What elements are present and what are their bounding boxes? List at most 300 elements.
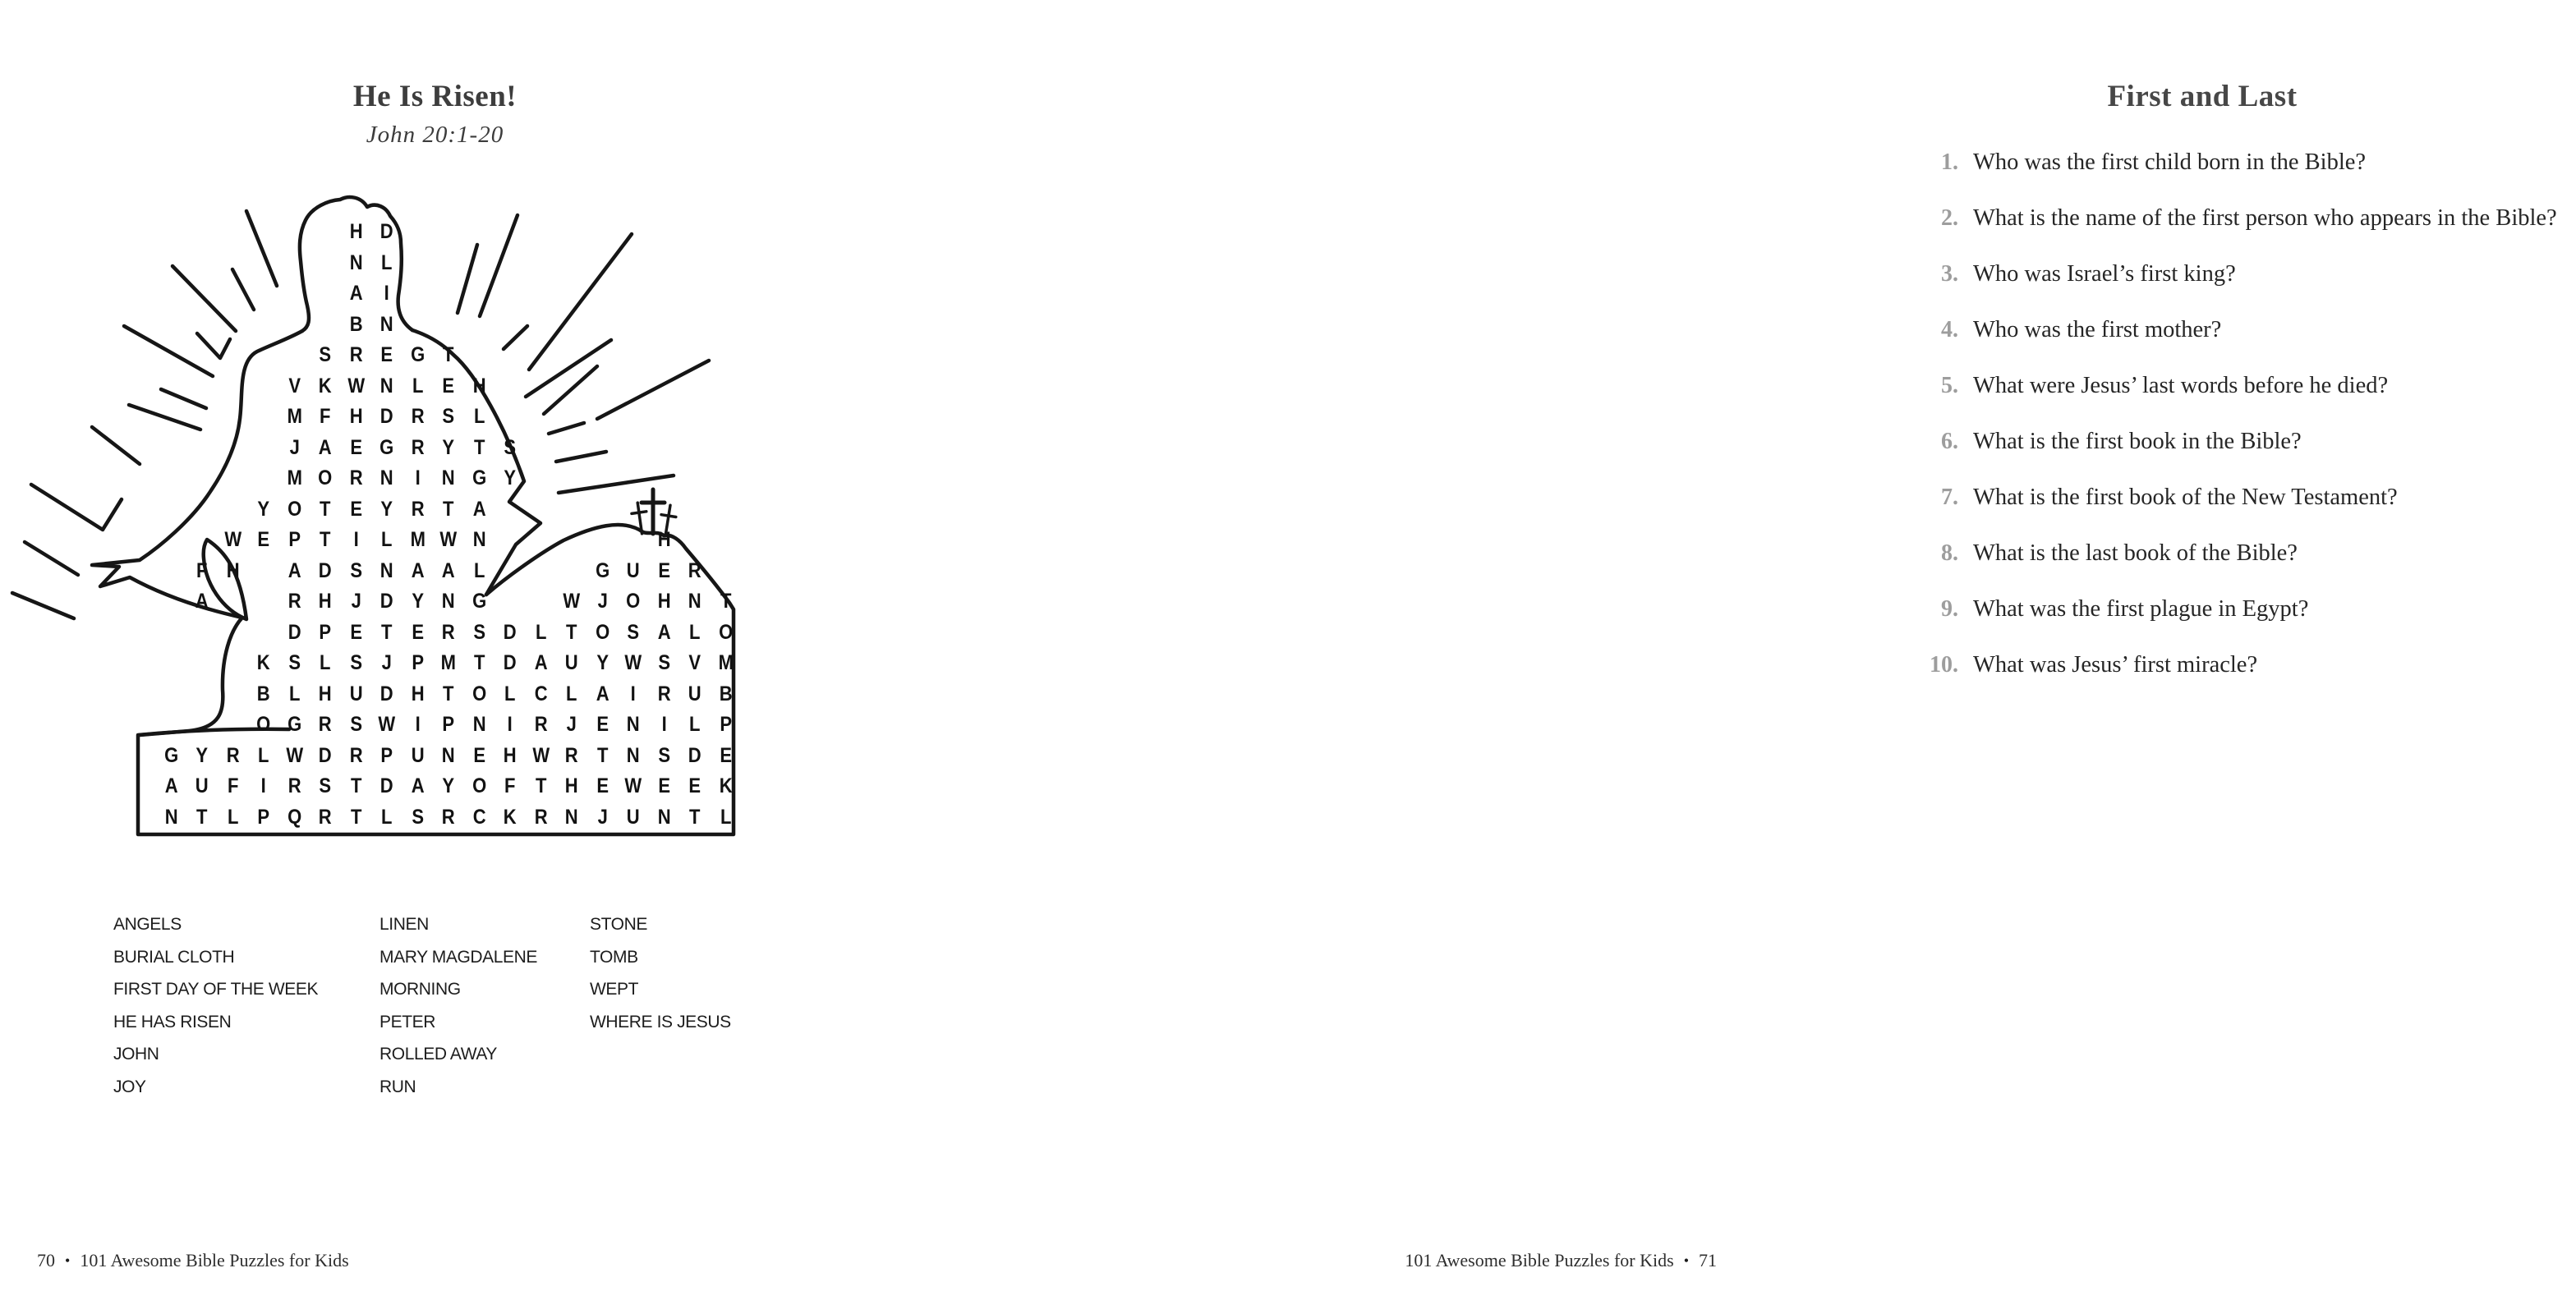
grid-cell xyxy=(435,217,462,248)
grid-cell: T xyxy=(320,497,331,521)
grid-cell xyxy=(404,278,431,310)
grid-cell xyxy=(250,463,277,494)
grid-cell: S xyxy=(657,743,670,767)
grid-cell xyxy=(496,248,523,279)
grid-cell: M xyxy=(287,405,302,428)
grid-cell xyxy=(219,433,246,464)
grid-cell xyxy=(435,248,462,279)
grid-cell: W xyxy=(347,374,365,397)
grid-cell: Q xyxy=(287,805,301,829)
grid-cell xyxy=(712,433,739,464)
grid-cell xyxy=(558,402,585,433)
grid-cell: A xyxy=(657,620,671,644)
grid-cell: B xyxy=(256,682,270,705)
grid-cell xyxy=(619,248,646,279)
grid-cell: E xyxy=(349,497,362,521)
grid-cell xyxy=(188,310,215,341)
grid-cell: H xyxy=(657,528,671,551)
grid-cell: P xyxy=(288,528,301,551)
grid-cell xyxy=(404,248,431,279)
grid-cell xyxy=(188,371,215,402)
grid-cell: E xyxy=(442,374,455,397)
grid-cell xyxy=(712,494,739,526)
grid-cell: I xyxy=(507,713,513,736)
grid-cell: V xyxy=(288,374,301,397)
grid-cell xyxy=(311,217,338,248)
question-text: What was the first plague in Egypt? xyxy=(1973,596,2309,622)
question-number: 8. xyxy=(1941,540,1958,566)
grid-cell: S xyxy=(349,651,362,674)
word-list-item: TOMB xyxy=(590,947,638,967)
grid-cell: R xyxy=(534,713,548,736)
grid-cell xyxy=(527,310,554,341)
grid-cell: M xyxy=(287,466,302,489)
grid-cell: G xyxy=(472,590,486,613)
grid-cell: R xyxy=(657,682,671,705)
grid-cell: U xyxy=(195,774,209,797)
grid-cell xyxy=(126,741,154,772)
grid-cell: M xyxy=(440,651,456,674)
grid-cell xyxy=(158,556,185,587)
grid-cell: S xyxy=(472,620,485,644)
grid-cell xyxy=(126,217,154,248)
grid-cell xyxy=(158,248,185,279)
grid-cell xyxy=(158,618,185,649)
word-list-item: STONE xyxy=(590,915,647,934)
right-page xyxy=(876,0,2557,1314)
grid-cell xyxy=(188,433,215,464)
grid-cell xyxy=(466,217,493,248)
grid-cell xyxy=(219,340,246,371)
word-list-item: RUN xyxy=(380,1077,416,1096)
grid-cell xyxy=(651,371,678,402)
grid-cell: S xyxy=(411,805,424,829)
grid-cell: L xyxy=(720,805,731,829)
grid-cell xyxy=(126,494,154,526)
grid-cell: S xyxy=(442,405,455,428)
grid-cell xyxy=(651,248,678,279)
question-text: What was Jesus’ first miracle? xyxy=(1973,652,2258,678)
right-footer xyxy=(1405,1250,1717,1271)
question-item xyxy=(1894,591,2576,627)
grid-cell xyxy=(435,310,462,341)
grid-cell: F xyxy=(504,774,516,797)
grid-cell: U xyxy=(626,805,640,829)
grid-cell: N xyxy=(164,805,178,829)
grid-cell: G xyxy=(287,713,301,736)
grid-cell: U xyxy=(349,682,363,705)
grid-cell: L xyxy=(473,405,485,428)
grid-cell: C xyxy=(534,682,548,705)
grid-cell xyxy=(188,463,215,494)
grid-cell xyxy=(466,310,493,341)
grid-cell xyxy=(281,248,308,279)
grid-row xyxy=(125,648,741,679)
grid-cell xyxy=(311,310,338,341)
grid-cell: H xyxy=(349,405,363,428)
question-item xyxy=(1894,312,2576,347)
word-list-column-2 xyxy=(380,908,537,1103)
grid-cell xyxy=(219,248,246,279)
grid-cell: L xyxy=(258,743,269,767)
grid-cell xyxy=(712,217,739,248)
grid-cell xyxy=(126,710,154,741)
grid-cell: N xyxy=(657,805,671,829)
grid-cell xyxy=(158,402,185,433)
grid-cell: D xyxy=(380,220,393,243)
grid-cell: O xyxy=(626,590,641,613)
question-item xyxy=(1894,424,2576,459)
grid-cell xyxy=(126,556,154,587)
grid-cell: L xyxy=(381,250,393,274)
grid-cell xyxy=(619,278,646,310)
grid-cell: B xyxy=(719,682,733,705)
grid-row xyxy=(125,802,741,834)
word-list-item: ANGELS xyxy=(113,915,182,934)
grid-cell xyxy=(126,525,154,556)
grid-cell xyxy=(126,371,154,402)
grid-cell xyxy=(527,371,554,402)
grid-cell: N xyxy=(688,590,702,613)
grid-cell: L xyxy=(504,682,516,705)
grid-cell: T xyxy=(350,805,361,829)
grid-cell: J xyxy=(351,590,361,613)
question-text: Who was the first child born in the Bible? xyxy=(1973,149,2367,175)
word-list-column-1 xyxy=(113,908,318,1103)
grid-cell xyxy=(158,494,185,526)
grid-cell xyxy=(558,494,585,526)
grid-cell: N xyxy=(441,743,455,767)
grid-cell xyxy=(126,433,154,464)
grid-cell xyxy=(158,371,185,402)
grid-row xyxy=(125,340,741,371)
grid-cell: W xyxy=(439,528,458,551)
grid-cell: D xyxy=(380,405,393,428)
grid-cell xyxy=(619,463,646,494)
grid-cell xyxy=(158,278,185,310)
grid-cell: L xyxy=(535,620,546,644)
grid-cell xyxy=(466,248,493,279)
grid-cell xyxy=(527,586,554,618)
question-text: Who was the first mother? xyxy=(1973,317,2222,342)
grid-cell: J xyxy=(381,651,392,674)
question-text: What is the name of the first person who appears in the Bible? xyxy=(1973,205,2557,231)
question-number: 2. xyxy=(1941,205,1958,231)
puzzle-grid xyxy=(125,217,741,833)
grid-row xyxy=(125,371,741,402)
question-item xyxy=(1894,200,2576,236)
grid-cell xyxy=(558,248,585,279)
grid-cell: W xyxy=(624,774,642,797)
grid-cell xyxy=(188,494,215,526)
grid-cell: D xyxy=(318,558,332,582)
grid-cell: A xyxy=(411,774,425,797)
grid-cell xyxy=(589,525,616,556)
grid-cell: W xyxy=(223,528,242,551)
grid-cell xyxy=(527,278,554,310)
grid-row xyxy=(125,556,741,587)
grid-cell xyxy=(589,494,616,526)
grid-cell: G xyxy=(163,743,178,767)
question-list xyxy=(1894,145,2576,703)
grid-cell: E xyxy=(596,774,609,797)
book-title: 101 Awesome Bible Puzzles for Kids xyxy=(80,1250,349,1270)
grid-cell: N xyxy=(441,590,455,613)
grid-cell xyxy=(219,217,246,248)
grid-cell xyxy=(558,463,585,494)
grid-cell: K xyxy=(503,805,517,829)
grid-cell: W xyxy=(378,713,396,736)
grid-cell xyxy=(681,525,708,556)
grid-cell xyxy=(619,310,646,341)
grid-cell: R xyxy=(318,805,332,829)
grid-cell: T xyxy=(320,528,331,551)
left-page xyxy=(0,0,876,1314)
grid-cell: R xyxy=(288,774,301,797)
grid-cell xyxy=(219,494,246,526)
grid-cell: A xyxy=(441,558,455,582)
grid-cell xyxy=(712,248,739,279)
grid-cell xyxy=(712,371,739,402)
grid-cell: M xyxy=(410,528,426,551)
grid-cell xyxy=(558,525,585,556)
grid-cell xyxy=(681,217,708,248)
grid-cell xyxy=(250,248,277,279)
grid-cell: E xyxy=(657,558,670,582)
grid-row xyxy=(125,463,741,494)
grid-cell: N xyxy=(626,713,640,736)
grid-cell: S xyxy=(657,651,670,674)
word-list-item: MORNING xyxy=(380,980,461,999)
grid-cell xyxy=(558,278,585,310)
grid-cell xyxy=(188,217,215,248)
grid-cell: G xyxy=(410,343,425,366)
grid-cell: L xyxy=(412,374,423,397)
grid-cell xyxy=(158,648,185,679)
grid-cell xyxy=(250,310,277,341)
grid-cell: P xyxy=(380,743,393,767)
grid-cell xyxy=(250,217,277,248)
grid-cell xyxy=(681,248,708,279)
grid-cell xyxy=(712,525,739,556)
grid-cell xyxy=(527,402,554,433)
grid-cell: R xyxy=(688,558,702,582)
grid-cell xyxy=(158,433,185,464)
grid-cell xyxy=(619,217,646,248)
grid-cell: D xyxy=(380,590,393,613)
grid-cell: A xyxy=(596,682,610,705)
grid-cell: R xyxy=(349,466,363,489)
grid-cell: R xyxy=(534,805,548,829)
grid-cell xyxy=(250,371,277,402)
question-number: 7. xyxy=(1941,485,1958,510)
footer-bullet-icon: • xyxy=(1683,1252,1689,1269)
grid-cell: K xyxy=(719,774,733,797)
quiz-title: First and Last xyxy=(2107,80,2298,113)
grid-cell: O xyxy=(287,497,301,521)
grid-cell xyxy=(558,371,585,402)
grid-cell: E xyxy=(596,713,609,736)
grid-cell: T xyxy=(196,805,208,829)
grid-cell xyxy=(281,310,308,341)
grid-cell xyxy=(126,248,154,279)
grid-cell: N xyxy=(380,312,393,336)
grid-cell xyxy=(219,586,246,618)
grid-cell: E xyxy=(257,528,270,551)
grid-cell xyxy=(558,217,585,248)
grid-cell: L xyxy=(566,682,577,705)
grid-row xyxy=(125,741,741,772)
grid-cell: R xyxy=(226,743,240,767)
grid-cell: K xyxy=(256,651,270,674)
question-text: Who was Israel’s first king? xyxy=(1973,261,2236,287)
grid-cell xyxy=(681,463,708,494)
grid-cell xyxy=(219,679,246,710)
grid-cell xyxy=(219,463,246,494)
grid-cell xyxy=(496,217,523,248)
grid-cell xyxy=(589,310,616,341)
grid-cell xyxy=(219,278,246,310)
grid-cell: H xyxy=(226,558,240,582)
question-number: 6. xyxy=(1941,429,1958,454)
grid-cell: I xyxy=(260,774,266,797)
grid-cell xyxy=(527,463,554,494)
grid-cell: Y xyxy=(411,590,424,613)
grid-cell xyxy=(281,217,308,248)
grid-cell: D xyxy=(688,743,702,767)
grid-cell: D xyxy=(503,620,517,644)
grid-cell xyxy=(681,278,708,310)
grid-cell xyxy=(527,433,554,464)
grid-cell: V xyxy=(688,651,702,674)
grid-row xyxy=(125,433,741,464)
grid-cell xyxy=(496,278,523,310)
grid-cell xyxy=(527,494,554,526)
grid-cell: H xyxy=(657,590,671,613)
question-number: 4. xyxy=(1941,317,1958,342)
grid-cell: T xyxy=(381,620,393,644)
question-item xyxy=(1894,145,2576,180)
grid-cell: E xyxy=(380,343,393,366)
grid-cell: H xyxy=(503,743,517,767)
grid-cell xyxy=(651,310,678,341)
grid-cell xyxy=(281,278,308,310)
grid-cell xyxy=(589,217,616,248)
grid-cell: F xyxy=(196,558,208,582)
grid-cell xyxy=(527,248,554,279)
question-text: What is the first book of the New Testament? xyxy=(1973,485,2398,510)
grid-cell xyxy=(219,402,246,433)
grid-cell xyxy=(527,217,554,248)
grid-cell xyxy=(496,586,523,618)
grid-cell: S xyxy=(288,651,301,674)
grid-cell: I xyxy=(353,528,359,551)
grid-cell: I xyxy=(415,466,421,489)
grid-cell xyxy=(466,340,493,371)
grid-cell xyxy=(712,463,739,494)
grid-cell: L xyxy=(381,528,393,551)
grid-cell xyxy=(651,340,678,371)
grid-cell: A xyxy=(288,558,301,582)
grid-cell: A xyxy=(411,558,425,582)
grid-cell: F xyxy=(320,405,331,428)
grid-cell xyxy=(619,494,646,526)
grid-cell: H xyxy=(411,682,425,705)
grid-cell xyxy=(681,402,708,433)
grid-cell xyxy=(527,340,554,371)
grid-cell xyxy=(219,371,246,402)
book-title: 101 Awesome Bible Puzzles for Kids xyxy=(1405,1250,1674,1270)
grid-cell xyxy=(158,340,185,371)
question-item xyxy=(1894,647,2576,682)
grid-cell: R xyxy=(411,405,425,428)
grid-cell: S xyxy=(319,343,332,366)
grid-cell: S xyxy=(349,713,362,736)
grid-cell xyxy=(712,402,739,433)
grid-cell xyxy=(558,433,585,464)
grid-cell: T xyxy=(473,651,485,674)
grid-row xyxy=(125,710,741,741)
grid-cell: G xyxy=(472,466,486,489)
grid-cell: R xyxy=(288,590,301,613)
grid-cell: D xyxy=(288,620,301,644)
grid-cell xyxy=(435,278,462,310)
grid-cell: A xyxy=(195,590,209,613)
grid-cell: W xyxy=(563,590,581,613)
grid-cell: R xyxy=(564,743,578,767)
grid-cell xyxy=(311,248,338,279)
grid-cell: A xyxy=(534,651,548,674)
grid-cell xyxy=(712,340,739,371)
grid-cell: Y xyxy=(257,497,270,521)
grid-cell xyxy=(558,310,585,341)
grid-cell: O xyxy=(595,620,610,644)
grid-cell: N xyxy=(472,713,486,736)
grid-cell: H xyxy=(564,774,578,797)
grid-cell: L xyxy=(227,805,238,829)
grid-cell xyxy=(250,586,277,618)
puzzle-scripture-reference: John 20:1-20 xyxy=(366,122,504,148)
grid-cell xyxy=(188,618,215,649)
grid-cell: H xyxy=(472,374,486,397)
grid-cell: H xyxy=(318,590,332,613)
grid-cell: N xyxy=(380,374,393,397)
grid-cell xyxy=(188,648,215,679)
word-list-item: MARY MAGDALENE xyxy=(380,947,538,967)
grid-cell xyxy=(619,340,646,371)
grid-cell: U xyxy=(411,743,425,767)
grid-cell: Y xyxy=(442,435,455,459)
grid-row xyxy=(125,586,741,618)
grid-cell xyxy=(219,618,246,649)
grid-cell xyxy=(681,494,708,526)
grid-cell xyxy=(250,340,277,371)
grid-cell: J xyxy=(289,435,300,459)
grid-cell: F xyxy=(227,774,238,797)
grid-cell: Y xyxy=(596,651,609,674)
grid-cell xyxy=(126,463,154,494)
grid-cell xyxy=(619,525,646,556)
grid-cell: R xyxy=(411,435,425,459)
grid-cell: J xyxy=(597,805,608,829)
question-text: What is the first book in the Bible? xyxy=(1973,429,2302,454)
grid-cell xyxy=(712,310,739,341)
grid-cell xyxy=(126,340,154,371)
grid-cell xyxy=(681,310,708,341)
grid-row xyxy=(125,679,741,710)
grid-cell: T xyxy=(473,435,485,459)
grid-cell: P xyxy=(257,805,270,829)
